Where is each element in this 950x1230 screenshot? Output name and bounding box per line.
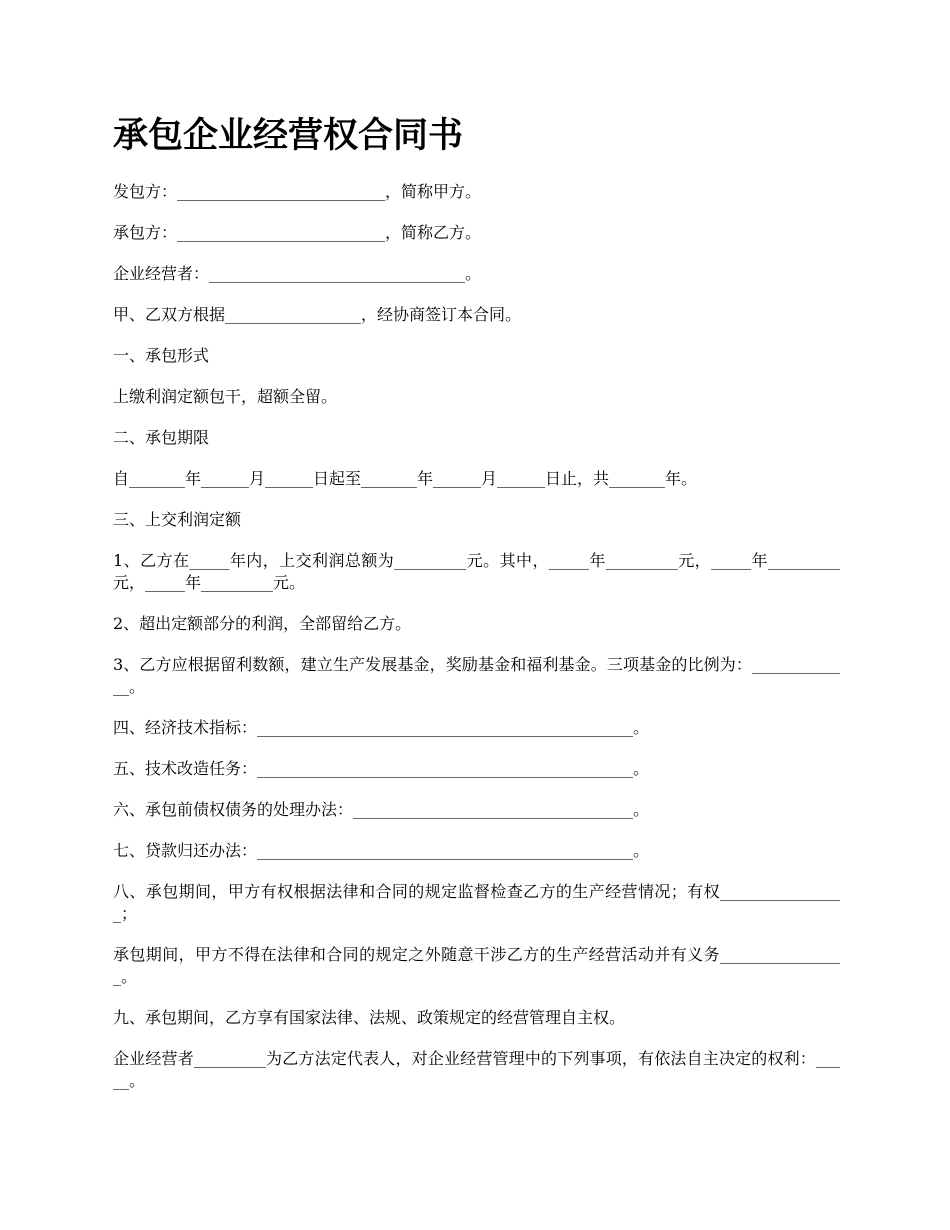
document-title: 承包企业经营权合同书 <box>113 116 464 156</box>
manager-rights: 企业经营者_________为乙方法定代表人，对企业经营管理中的下列事项，有依法自主决定的权利：_____。 <box>113 1049 840 1090</box>
term-text: 自_______年______月______日起至_______年______月______日止，共_______年。 <box>113 469 698 488</box>
profit-quota-item-3: 3、乙方应根据留利数额，建立生产发展基金，奖励基金和福利基金。三项基金的比例为：_____________。 <box>113 655 840 696</box>
section-tech-renovation: 五、技术改造任务：_______________________________________________。 <box>113 759 650 778</box>
profit-quota-item-2: 2、超出定额部分的利润，全部留给乙方。 <box>113 614 412 633</box>
form-text: 上缴利润定额包干，超额全留。 <box>113 387 338 406</box>
party-a-line: 发包方：__________________________，简称甲方。 <box>113 182 482 201</box>
party-a-obligations: 承包期间，甲方不得在法律和合同的规定之外随意干涉乙方的生产经营活动并有义务________________。 <box>113 945 840 986</box>
section-heading-form: 一、承包形式 <box>113 346 210 365</box>
basis-line: 甲、乙双方根据_________________，经协商签订本合同。 <box>113 305 522 324</box>
section-heading-term: 二、承包期限 <box>113 428 210 447</box>
section-party-a-rights: 八、承包期间，甲方有权根据法律和合同的规定监督检查乙方的生产经营情况；有权________________； <box>113 882 840 923</box>
section-party-b-rights: 九、承包期间，乙方享有国家法律、法规、政策规定的经营管理自主权。 <box>113 1008 626 1027</box>
profit-quota-item-1: 1、乙方在_____年内，上交利润总额为_________元。其中，_____年_________元，_____年_________元，_____年_________元。 <box>113 551 840 592</box>
section-loan-repayment: 七、贷款归还办法：_______________________________________________。 <box>113 841 650 860</box>
document-page <box>113 112 840 1111</box>
section-heading-profit-quota: 三、上交利润定额 <box>113 510 242 529</box>
section-economic-indicators: 四、经济技术指标：_______________________________________________。 <box>113 718 650 737</box>
party-b-line: 承包方：__________________________，简称乙方。 <box>113 223 482 242</box>
manager-line: 企业经营者：________________________________。 <box>113 264 482 283</box>
section-debt-handling: 六、承包前债权债务的处理办法：___________________________________。 <box>113 800 650 819</box>
